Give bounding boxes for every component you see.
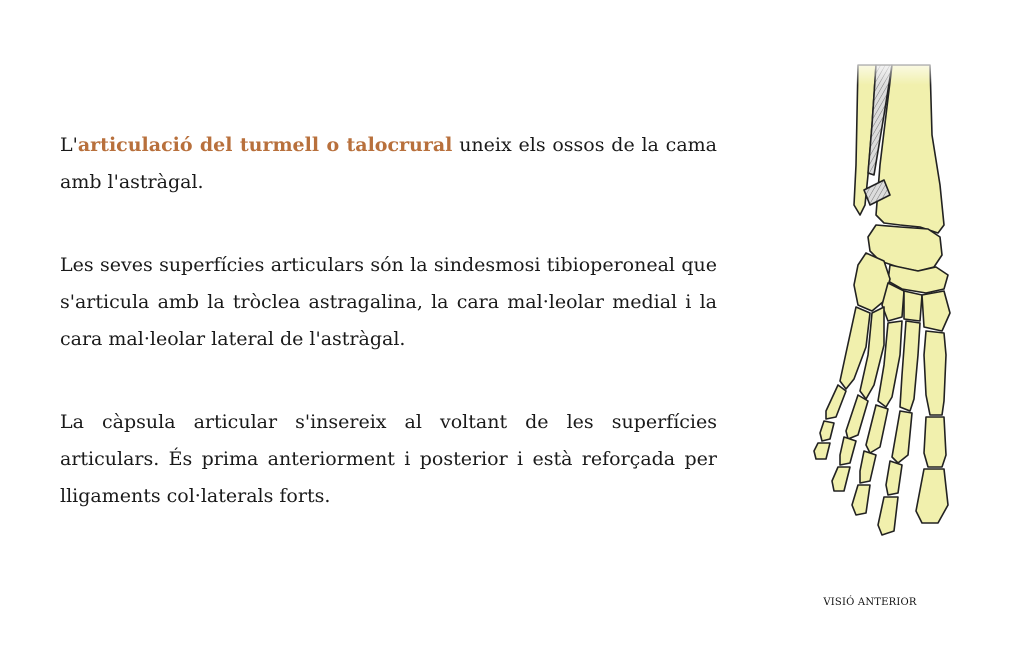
paragraph-intro	[60, 127, 717, 201]
hallux-distal-phalanx	[916, 469, 948, 523]
toe-2-distal-phalanx	[878, 497, 898, 535]
fade-overlay	[840, 55, 960, 85]
toe-4-proximal-phalanx	[846, 395, 868, 439]
paragraph-capsule: La càpsula articular s'insereix al voltant de les superfícies articulars. És prima anteriorment i posterior i està reforçada per lligaments col·laterals forts.	[60, 411, 717, 507]
figure-caption: VISIÓ ANTERIOR	[823, 597, 917, 608]
toe-3-distal-phalanx	[852, 485, 870, 515]
toe-3-proximal-phalanx	[866, 405, 888, 453]
metatarsal-2	[900, 321, 920, 411]
toe-5-distal-phalanx	[814, 443, 830, 459]
toe-4-middle-phalanx	[840, 437, 856, 465]
toe-2-middle-phalanx	[886, 461, 902, 495]
metatarsal-1	[924, 331, 946, 415]
text-content	[60, 127, 717, 561]
term-highlight: articulació del turmell o talocrural	[77, 134, 453, 156]
toe-2-proximal-phalanx	[892, 411, 912, 463]
intro-prefix: L'	[60, 134, 78, 156]
toe-5-proximal-phalanx	[826, 385, 846, 419]
intro-suffix: uneix els ossos de la cama amb l'astràgal.	[60, 134, 717, 193]
toe-5-middle-phalanx	[820, 421, 834, 441]
intermediate-cuneiform	[904, 291, 922, 321]
toe-3-middle-phalanx	[860, 451, 876, 483]
paragraph-surfaces: Les seves superfícies articulars són la sindesmosi tibioperoneal que s'articula amb la tròclea astragalina, la cara mal·leolar medial i la cara mal·leolar lateral de l'astràgal.	[60, 254, 717, 350]
toe-4-distal-phalanx	[832, 467, 850, 491]
medial-cuneiform	[922, 291, 950, 331]
hallux-proximal-phalanx	[924, 417, 946, 467]
foot-bones-illustration	[780, 55, 980, 575]
